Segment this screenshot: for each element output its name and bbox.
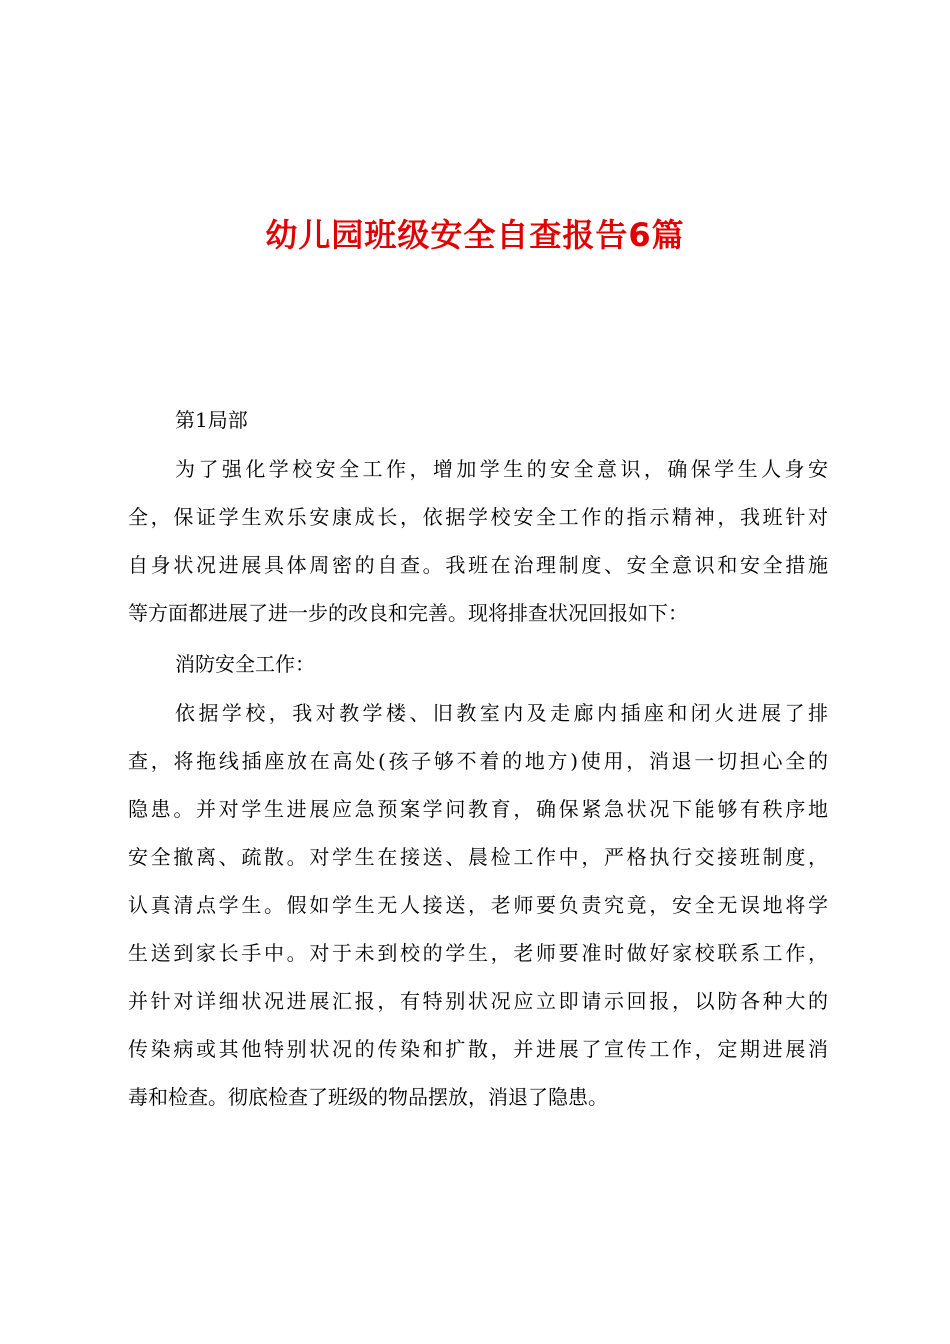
paragraph-line: 等方面都进展了进一步的改良和完善。现将排查状况回报如下：: [128, 601, 688, 625]
paragraph-line: 并针对详细状况进展汇报，有特别状况应立即请示回报，以防各种大的: [128, 989, 828, 1013]
paragraph-line: 查，将拖线插座放在高处(孩子够不着的地方)使用，消退一切担心全的: [128, 749, 828, 773]
fire-safety-subheading: 消防安全工作：: [175, 652, 315, 676]
paragraph-line: 自身状况进展具体周密的自查。我班在治理制度、安全意识和安全措施: [128, 553, 828, 577]
paragraph-line: 全，保证学生欢乐安康成长，依据学校安全工作的指示精神，我班针对: [128, 505, 828, 529]
document-body: [128, 395, 828, 1121]
paragraph-line: 生送到家长手中。对于未到校的学生，老师要准时做好家校联系工作，: [128, 941, 828, 965]
paragraph-line: 依据学校，我对教学楼、旧教室内及走廊内插座和闭火进展了排: [175, 701, 828, 725]
paragraph-intro: [128, 445, 828, 637]
section-heading: 第1局部: [175, 408, 248, 432]
paragraph-line: 隐患。并对学生进展应急预案学问教育，确保紧急状况下能够有秩序地: [128, 797, 828, 821]
document-title: 幼儿园班级安全自查报告6篇: [265, 216, 685, 254]
paragraph-line: 传染病或其他特别状况的传染和扩散，并进展了宣传工作，定期进展消: [128, 1037, 828, 1061]
paragraph-line: 毒和检查。彻底检查了班级的物品摆放，消退了隐患。: [128, 1085, 608, 1109]
paragraph-fire-safety: [128, 689, 828, 1121]
paragraph-line: 安全撤离、疏散。对学生在接送、晨检工作中，严格执行交接班制度，: [128, 845, 828, 869]
paragraph-line: 为了强化学校安全工作，增加学生的安全意识，确保学生人身安: [175, 457, 828, 481]
paragraph-line: 认真清点学生。假如学生无人接送，老师要负责究竟，安全无误地将学: [128, 893, 828, 917]
